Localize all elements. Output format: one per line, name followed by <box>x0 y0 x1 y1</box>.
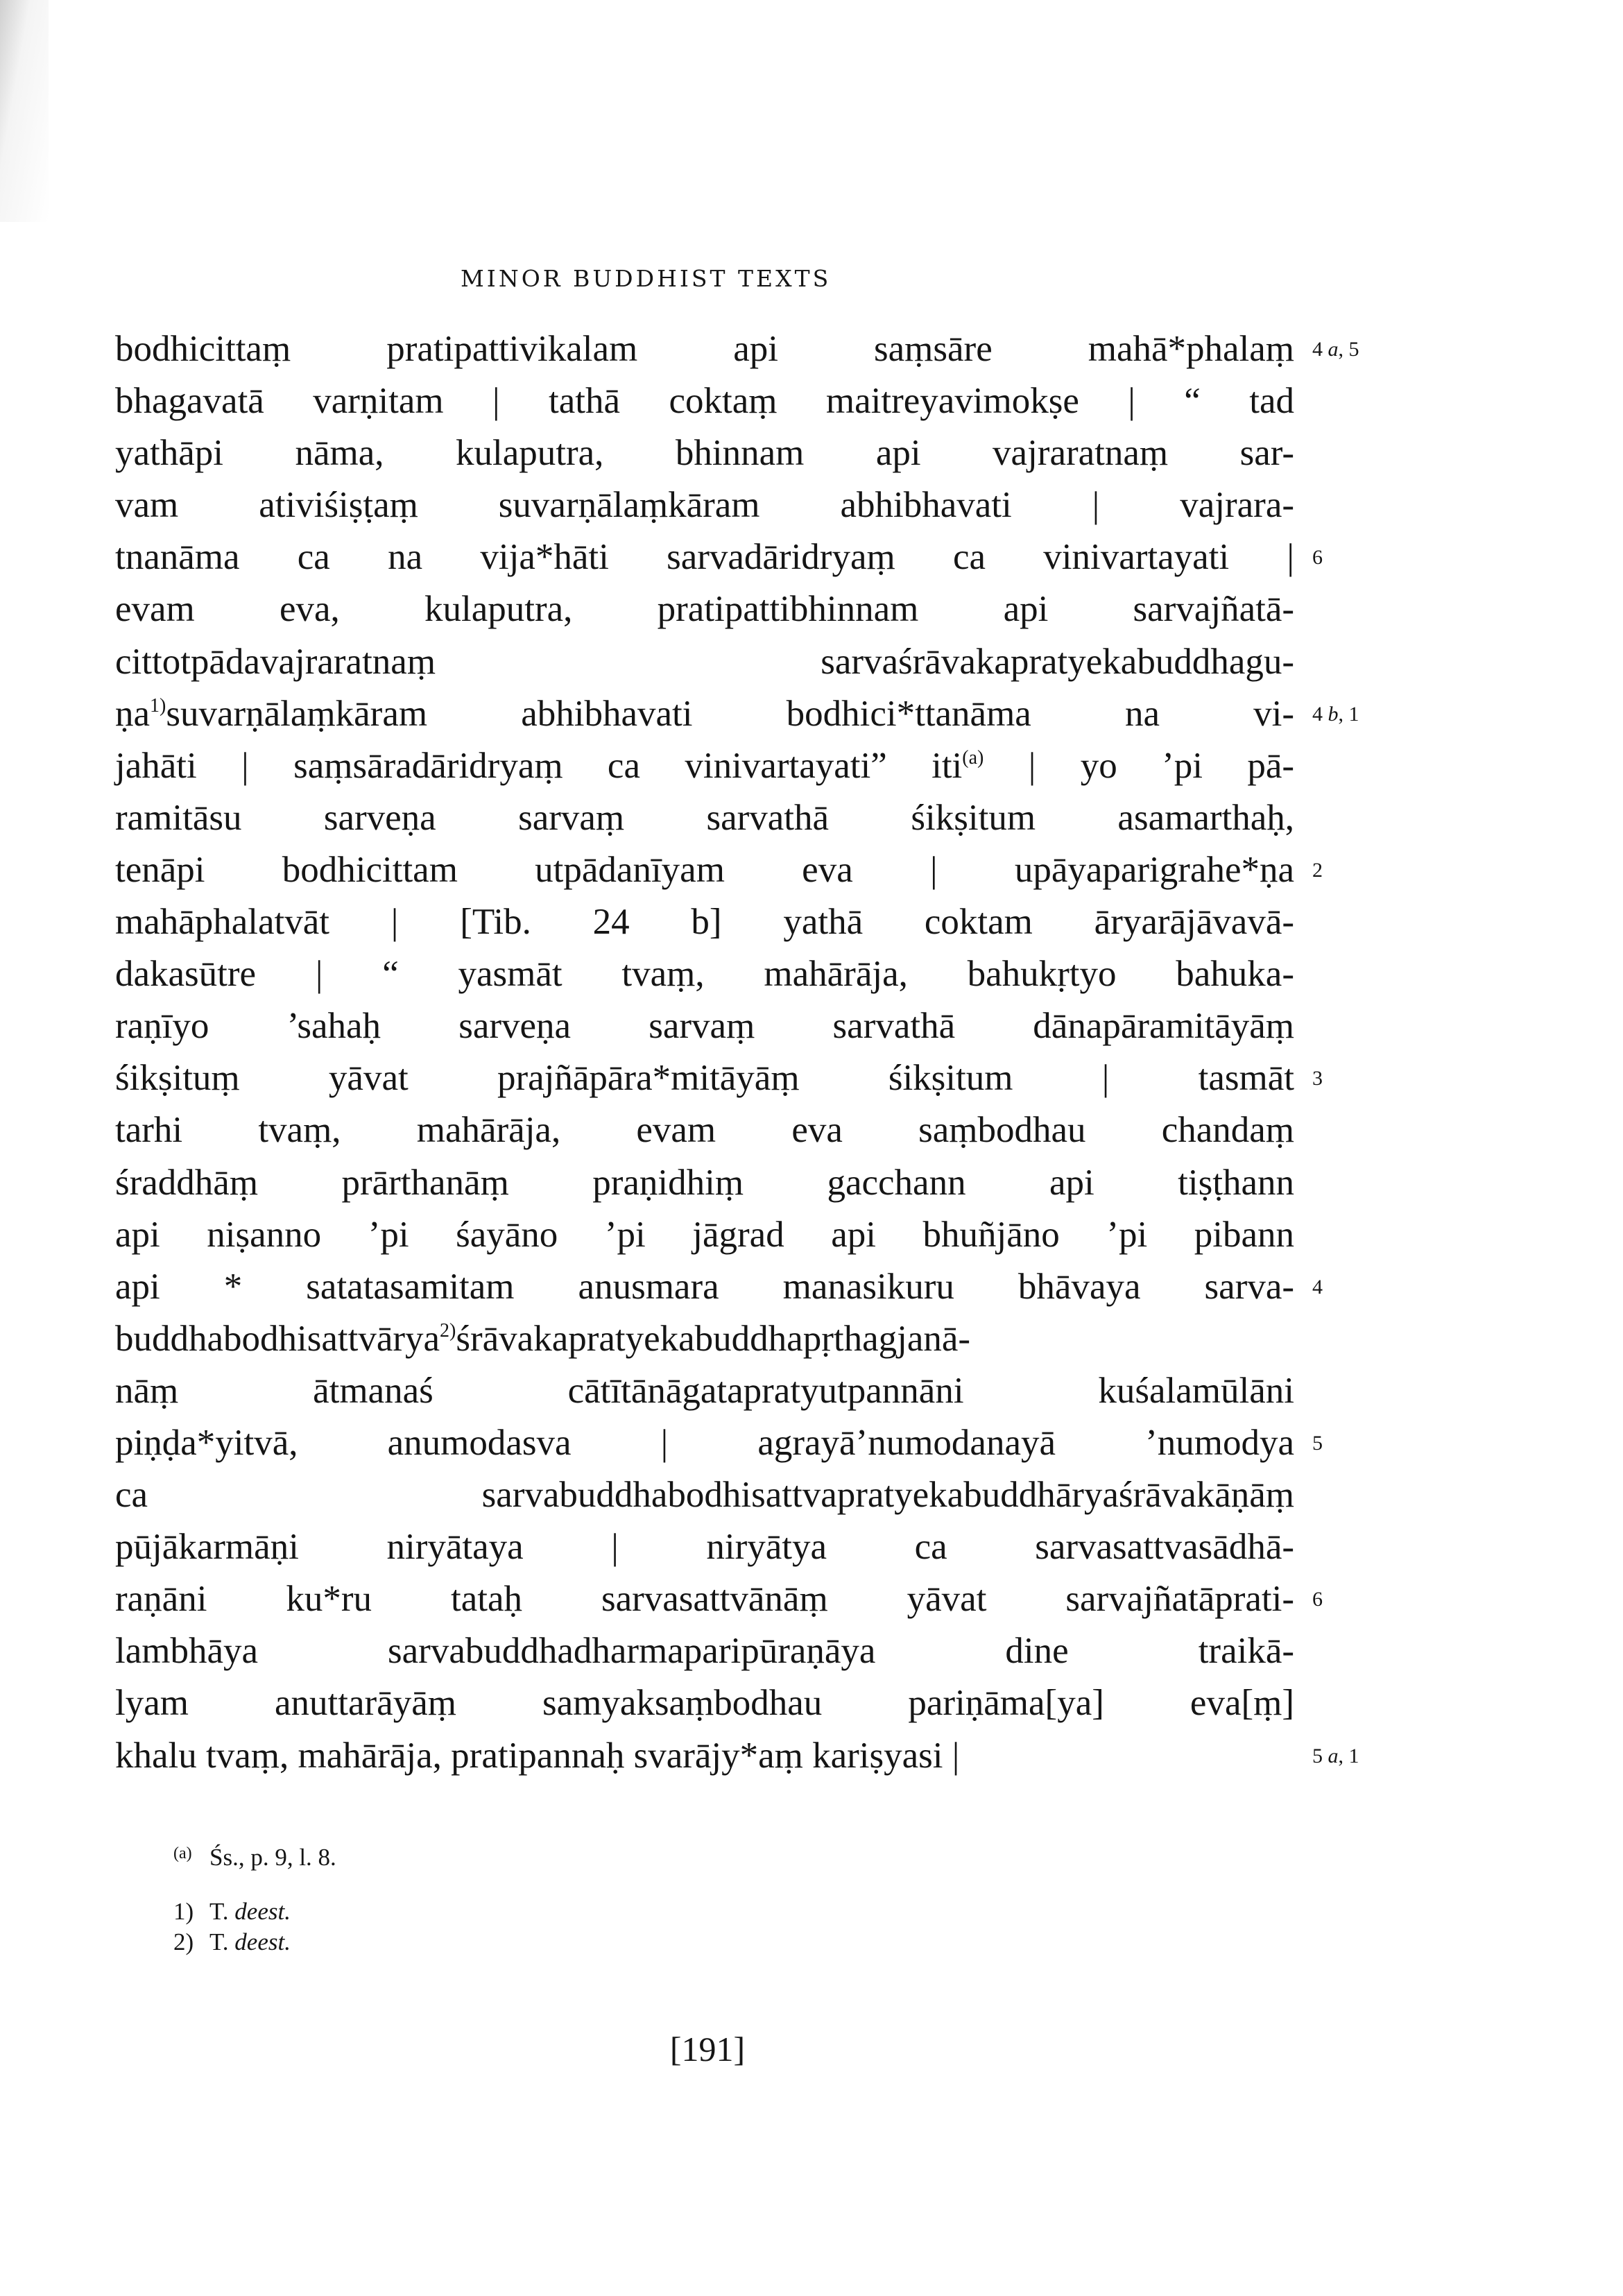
line-text: śrāvakapratyekabuddhapṛthagjanā- <box>456 1318 971 1359</box>
line-text: khalu tvaṃ, mahārāja, pratipannaḥ svarājy*aṃ kariṣyasi | <box>115 1735 960 1776</box>
line-text: yathāpi nāma, kulaputra, bhinnam api vajraratnaṃ sar- <box>115 433 1294 474</box>
line-text: pūjākarmāṇi niryātaya | niryātya ca sarvasattvasādhā- <box>115 1527 1294 1568</box>
text-line <box>115 1209 1294 1261</box>
text-line <box>115 1000 1294 1052</box>
margin-ref <box>1312 1677 1451 1729</box>
line-text-start: buddhabodhisattvārya <box>115 1318 440 1359</box>
text-line <box>115 948 1294 1000</box>
line-text: ca sarvabuddhabodhisattvapratyekabuddhāryaśrāvakāṇāṃ <box>115 1475 1294 1516</box>
line-text: lambhāya sarvabuddhadharmaparipūraṇāya dine traikā- <box>115 1631 1294 1672</box>
line-text: nāṃ ātmanaś cātītānāgatapratyutpannāni kuśalamūlāni <box>115 1370 1294 1411</box>
margin-ref <box>1312 1104 1451 1156</box>
margin-ref <box>1312 1521 1451 1573</box>
text-line <box>115 1261 1294 1313</box>
margin-ref <box>1312 1209 1451 1261</box>
margin-ref: 4 a, 5 <box>1312 338 1359 361</box>
margin-ref: 4 <box>1312 1275 1323 1299</box>
text-line <box>115 1625 1294 1677</box>
margin-ref: 3 <box>1312 1067 1323 1090</box>
footnote-emphasis: deest. <box>234 1898 291 1925</box>
line-text: vam ativiśiṣṭaṃ suvarṇālaṃkāram abhibhavati | vajrara- <box>115 485 1294 526</box>
footnote-mark: 1) <box>173 1898 194 1925</box>
text-line <box>115 1365 1294 1417</box>
footnote <box>173 1896 336 1927</box>
text-line <box>115 375 1294 427</box>
margin-ref <box>1312 948 1451 1000</box>
line-text: raṇīyo ’sahaḥ sarveṇa sarvaṃ sarvathā dānapāramitāyāṃ <box>115 1006 1294 1047</box>
line-text: ramitāsu sarveṇa sarvaṃ sarvathā śikṣitum asamarthaḥ, <box>115 797 1294 838</box>
text-line <box>115 1052 1294 1104</box>
footnote-reference: (a) <box>962 746 984 769</box>
margin-ref <box>1312 1157 1451 1209</box>
margin-ref <box>1312 1313 1451 1365</box>
footnote-reference: 2) <box>440 1319 456 1342</box>
line-text: lyam anuttarāyāṃ samyaksaṃbodhau pariṇāma[ya] eva[ṃ] <box>115 1683 1294 1724</box>
text-line <box>115 323 1294 375</box>
line-text: tarhi tvaṃ, mahārāja, evam eva saṃbodhau chandaṃ <box>115 1110 1294 1151</box>
line-text: śraddhāṃ prārthanāṃ praṇidhiṃ gacchann api tiṣṭhann <box>115 1162 1294 1203</box>
text-line <box>115 427 1294 479</box>
text-line <box>115 688 1294 740</box>
text-line <box>115 479 1294 531</box>
text-line <box>115 1469 1294 1521</box>
margin-ref <box>1312 1000 1451 1052</box>
text-line <box>115 740 1294 792</box>
margin-ref <box>1312 896 1451 948</box>
margin-ref <box>1312 1365 1451 1417</box>
page-edge-shadow <box>0 0 49 222</box>
margin-ref <box>1312 583 1451 635</box>
line-text: bhagavatā varṇitam | tathā coktaṃ maitreyavimokṣe | “ tad <box>115 381 1294 422</box>
margin-ref: 6 <box>1312 1588 1323 1611</box>
line-text: śikṣituṃ yāvat prajñāpāra*mitāyāṃ śikṣitum | tasmāt <box>115 1058 1294 1099</box>
line-text-end: | yo ’pi pā- <box>984 745 1294 786</box>
footnote-mark: 2) <box>173 1928 194 1955</box>
footnote-text: T. <box>209 1898 235 1925</box>
margin-ref: 5 <box>1312 1431 1323 1455</box>
line-text: api niṣanno ’pi śayāno ’pi jāgrad api bhuñjāno ’pi pibann <box>115 1214 1294 1255</box>
footnotes <box>173 1838 336 1957</box>
line-text: evam eva, kulaputra, pratipattibhinnam api sarvajñatā- <box>115 589 1294 630</box>
text-line <box>115 1417 1294 1469</box>
footnote-text: T. <box>209 1928 235 1955</box>
line-text: mahāphalatvāt | [Tib. 24 b] yathā coktam āryarājāvavā- <box>115 902 1294 943</box>
line-text: suvarṇālaṃkāram abhibhavati bodhici*ttanāma na vi- <box>166 693 1294 734</box>
line-text: raṇāni ku*ru tataḥ sarvasattvānāṃ yāvat sarvajñatāprati- <box>115 1579 1294 1620</box>
margin-ref <box>1312 792 1451 844</box>
running-head: MINOR BUDDHIST TEXTS <box>461 265 832 292</box>
line-text-start: ṇa <box>115 693 151 734</box>
text-line <box>115 792 1294 844</box>
margin-ref: 5 a, 1 <box>1312 1744 1359 1767</box>
margin-ref <box>1312 740 1451 792</box>
margin-ref <box>1312 1469 1451 1521</box>
margin-ref: 4 b, 1 <box>1312 702 1359 726</box>
text-line <box>115 1521 1294 1573</box>
margin-ref <box>1312 427 1451 479</box>
margin-ref <box>1312 375 1451 427</box>
text-line <box>115 636 1294 688</box>
line-text: tenāpi bodhicittam utpādanīyam eva | upāyaparigrahe*ṇa <box>115 849 1294 890</box>
footnote <box>173 1838 336 1869</box>
margin-ref <box>1312 1625 1451 1677</box>
line-text: api * satatasamitam anusmara manasikuru bhāvaya sarva- <box>115 1266 1294 1307</box>
line-text: bodhicittaṃ pratipattivikalam api saṃsāre mahā*phalaṃ <box>115 329 1294 369</box>
footnote-mark: (a) <box>173 1844 192 1862</box>
line-text: cittotpādavajraratnaṃ sarvaśrāvakapratyekabuddhagu- <box>115 641 1294 682</box>
text-line <box>115 1157 1294 1209</box>
text-line <box>115 531 1294 583</box>
text-line <box>115 1573 1294 1625</box>
footnote <box>173 1927 336 1957</box>
line-text: jahāti | saṃsāradāridryaṃ ca vinivartayati” iti <box>115 745 963 786</box>
line-text: dakasūtre | “ yasmāt tvaṃ, mahārāja, bahukṛtyo bahuka- <box>115 954 1294 995</box>
text-line <box>115 1677 1294 1729</box>
main-text <box>115 323 1294 1782</box>
line-text: tnanāma ca na vija*hāti sarvadāridryaṃ ca vinivartayati | <box>115 537 1294 578</box>
footnote-text: Śs., p. 9, l. 8. <box>209 1844 336 1871</box>
margin-references <box>1312 323 1451 1782</box>
margin-ref <box>1312 636 1451 688</box>
text-line <box>115 583 1294 635</box>
text-line <box>115 896 1294 948</box>
text-line <box>115 1313 1294 1365</box>
margin-ref: 6 <box>1312 546 1323 569</box>
line-text: piṇḍa*yitvā, anumodasva | agrayā’numodanayā ’numodya <box>115 1422 1294 1463</box>
text-line <box>115 1104 1294 1156</box>
margin-ref: 2 <box>1312 858 1323 882</box>
text-line <box>115 844 1294 896</box>
footnote-reference: 1) <box>150 694 166 717</box>
text-line <box>115 1730 1294 1782</box>
footnote-emphasis: deest. <box>234 1928 291 1955</box>
margin-ref <box>1312 479 1451 531</box>
page-number: [191] <box>669 2030 746 2068</box>
